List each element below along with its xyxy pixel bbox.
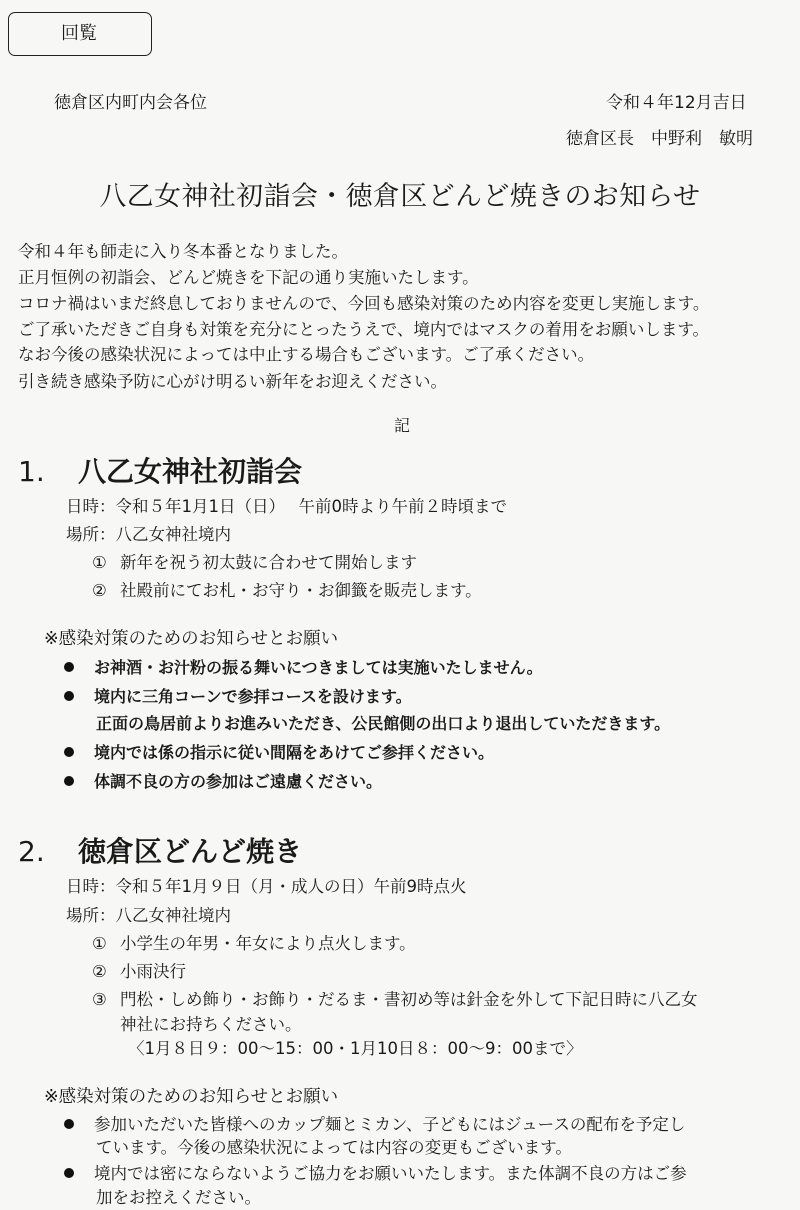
intro-line: なお今後の感染状況によっては中止する場合もございます。ご了承ください。 [18, 345, 595, 364]
section-1-item [92, 577, 482, 601]
bullet-dot-icon [64, 662, 74, 672]
bullet-dot-icon [64, 776, 74, 786]
section-2-schedule: 〈1月８日９：00～15：00・1月10日８：00～9：00まで〉 [128, 1039, 583, 1058]
section-2-bullet [64, 1160, 687, 1184]
document-title: 八乙女神社初詣会・徳倉区どんど焼きのお知らせ [99, 181, 701, 212]
section-1-bullet [64, 769, 382, 792]
sender: 徳倉区長 中野利 敏明 [566, 129, 753, 149]
intro-line: 令和４年も師走に入り冬本番となりました。 [18, 242, 348, 261]
bullet-dot-icon [64, 1119, 74, 1129]
item-text: 小学生の年男・年女により点火します。 [120, 934, 416, 953]
section-1-heading [18, 450, 302, 490]
section-1-bullet [64, 655, 543, 678]
item-number: ① [92, 934, 107, 953]
section-1-title: 八乙女神社初詣会 [78, 455, 303, 488]
item-text: 新年を祝う初太鼓に合わせて開始します [120, 553, 417, 572]
section-2-number: 2. [18, 835, 45, 868]
section-2-item [92, 958, 186, 982]
section-1-bullet-continuation: 正面の鳥居前よりお進みいただき、公民館側の出口より退出していただきます。 [96, 714, 671, 733]
bullet-text: 境内に三角コーンで参拝コースを設けます。 [94, 687, 412, 706]
item-text: 社殿前にてお札・お守り・お御籤を販売します。 [120, 581, 482, 600]
section-2-title: 徳倉区どんど焼き [78, 835, 303, 868]
section-2-bullet-continuation: ています。今後の感染状況によっては内容の変更もございます。 [96, 1138, 572, 1157]
intro-line: コロナ禍はいまだ終息しておりませんので、今回も感染対策のため内容を変更し実施します。 [18, 294, 710, 313]
item-number: ③ [92, 990, 107, 1009]
ki-marker: 記 [394, 416, 411, 435]
issue-date: 令和４年12月吉日 [606, 93, 747, 113]
section-1-datetime: 日時：令和５年1月1日（日） 午前0時より午前２時頃まで [66, 497, 507, 516]
circulation-badge: 回覧 [8, 12, 152, 56]
section-2-bullet [64, 1111, 685, 1135]
intro-line: ご了承いただきご自身も対策を充分にとったうえで、境内ではマスクの着用をお願いします。 [18, 320, 710, 339]
item-number: ② [92, 962, 107, 981]
section-2-bullet-continuation: 加をお控えください。 [96, 1188, 261, 1207]
item-text: 門松・しめ飾り・お飾り・だるま・書初め等は針金を外して下記日時に八乙女 [120, 990, 698, 1009]
intro-line: 引き続き感染予防に心がけ明るい新年をお迎えください。 [18, 372, 447, 391]
section-2-item-continuation: 神社にお持ちください。 [120, 1015, 302, 1034]
intro-line: 正月恒例の初詣会、どんど焼きを下記の通り実施いたします。 [18, 268, 479, 287]
section-1-number: 1. [18, 455, 45, 488]
section-2-item [92, 986, 698, 1010]
item-text: 小雨決行 [120, 962, 186, 981]
bullet-dot-icon [64, 691, 74, 701]
bullet-text: 体調不良の方の参加はご遠慮ください。 [94, 772, 383, 791]
section-1-bullet [64, 740, 494, 763]
bullet-text: 境内では密にならないようご協力をお願いいたします。また体調不良の方はご参 [94, 1164, 687, 1183]
section-1-notice: ※感染対策のためのお知らせとお願い [44, 629, 339, 649]
bullet-text: 境内では係の指示に従い間隔をあけてご参拝ください。 [94, 743, 495, 762]
bullet-text: お神酒・お汁粉の振る舞いにつきましては実施いたしません。 [94, 658, 543, 677]
section-1-place: 場所：八乙女神社境内 [66, 525, 231, 544]
section-2-notice: ※感染対策のためのお知らせとお願い [44, 1087, 339, 1107]
bullet-dot-icon [64, 1168, 74, 1178]
item-number: ① [92, 553, 107, 572]
section-2-heading [18, 830, 302, 870]
section-2-datetime: 日時：令和５年1月９日（月・成人の日）午前9時点火 [66, 877, 467, 896]
section-1-bullet [64, 684, 412, 707]
bullet-text: 参加いただいた皆様へのカップ麺とミカン、子どもにはジュースの配布を予定し [94, 1115, 686, 1134]
bullet-dot-icon [64, 747, 74, 757]
section-2-item [92, 930, 416, 954]
section-2-place: 場所：八乙女神社境内 [66, 906, 231, 925]
item-number: ② [92, 581, 107, 600]
section-1-item [92, 549, 417, 573]
recipient: 徳倉区内町内会各位 [54, 93, 207, 113]
